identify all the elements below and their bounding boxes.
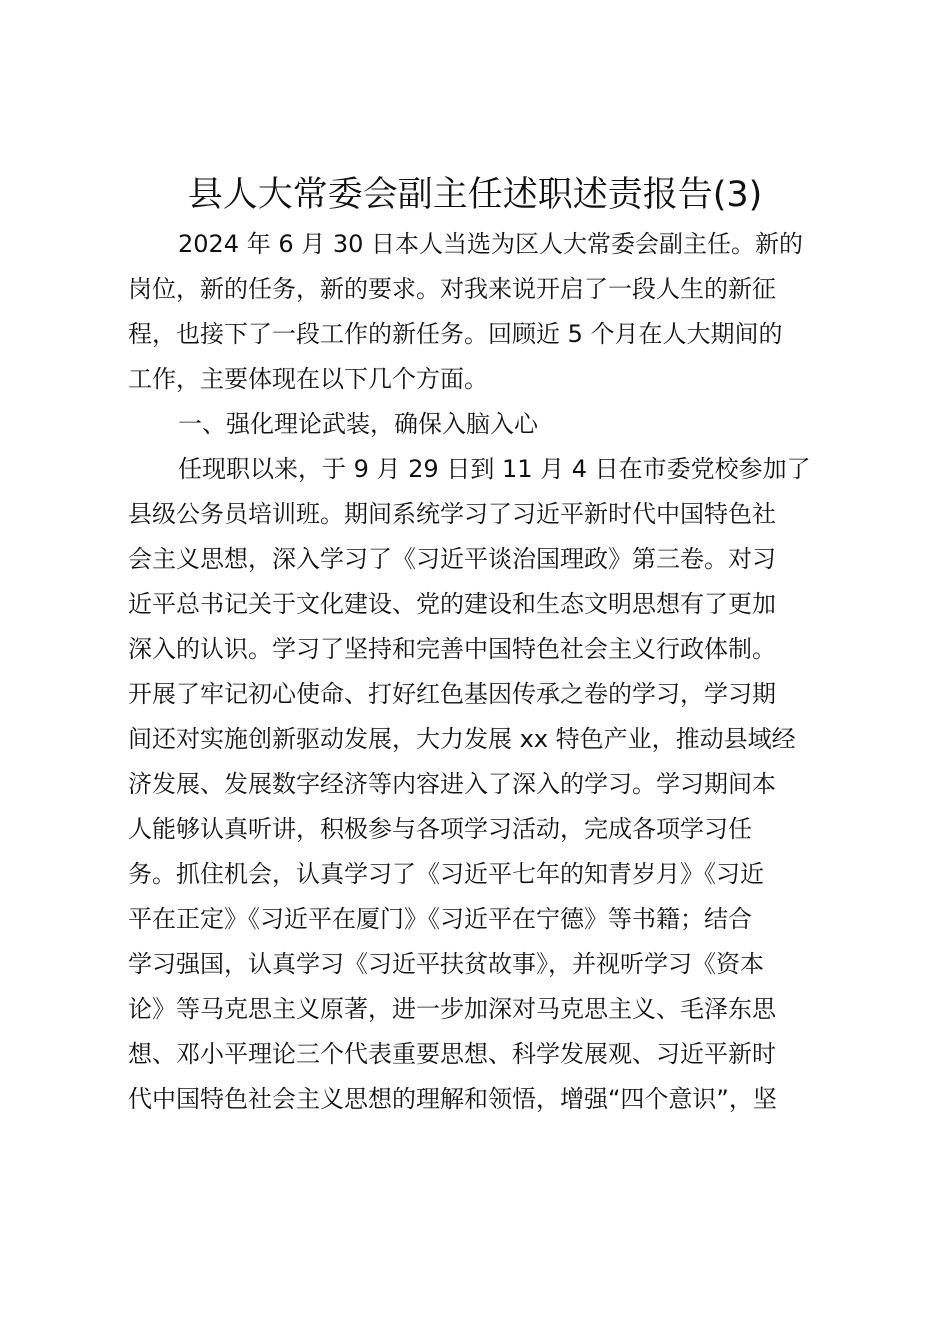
- text-line: 程，也接下了一段工作的新任务。回顾近 5 个月在人大期间的: [128, 320, 783, 348]
- text-line: 开展了牢记初心使命、打好红色基因传承之卷的学习，学习期: [128, 680, 776, 708]
- text-line: 平在正定》《习近平在厦门》《习近平在宁德》等书籍；结合: [128, 905, 752, 933]
- text-line: 间还对实施创新驱动发展，大力发展 xx 特色产业，推动县域经: [128, 725, 796, 753]
- page-title: 县人大常委会副主任述职述责报告(3): [187, 175, 763, 215]
- text-line: 工作，主要体现在以下几个方面。: [128, 365, 488, 393]
- text-line: 学习强国，认真学习《习近平扶贫故事》，并视听学习《资本: [128, 950, 764, 978]
- text-line: 近平总书记关于文化建设、党的建设和生态文明思想有了更加: [128, 590, 776, 618]
- document-body: [128, 222, 838, 1122]
- text-line: 2024 年 6 月 30 日本人当选为区人大常委会副主任。新的: [178, 230, 804, 258]
- text-line: 任现职以来，于 9 月 29 日到 11 月 4 日在市委党校参加了: [178, 455, 811, 483]
- text-line: 岗位，新的任务，新的要求。对我来说开启了一段人生的新征: [128, 275, 776, 303]
- text-line: 想、邓小平理论三个代表重要思想、科学发展观、习近平新时: [128, 1040, 776, 1068]
- text-line: 代中国特色社会主义思想的理解和领悟，增强“四个意识”，坚: [128, 1085, 777, 1113]
- text-line: 务。抓住机会，认真学习了《习近平七年的知青岁月》《习近: [128, 860, 764, 888]
- text-line: 深入的认识。学习了坚持和完善中国特色社会主义行政体制。: [128, 635, 776, 663]
- text-line: 会主义思想，深入学习了《习近平谈治国理政》第三卷。对习: [128, 545, 776, 573]
- text-line: 县级公务员培训班。期间系统学习了习近平新时代中国特色社: [128, 500, 776, 528]
- text-line: 论》等马克思主义原著，进一步加深对马克思主义、毛泽东思: [128, 995, 776, 1023]
- text-line: 济发展、发展数字经济等内容进入了深入的学习。学习期间本: [128, 770, 776, 798]
- text-line: 人能够认真听讲，积极参与各项学习活动，完成各项学习任: [128, 815, 752, 843]
- text-line: 一、强化理论武装，确保入脑入心: [178, 410, 538, 438]
